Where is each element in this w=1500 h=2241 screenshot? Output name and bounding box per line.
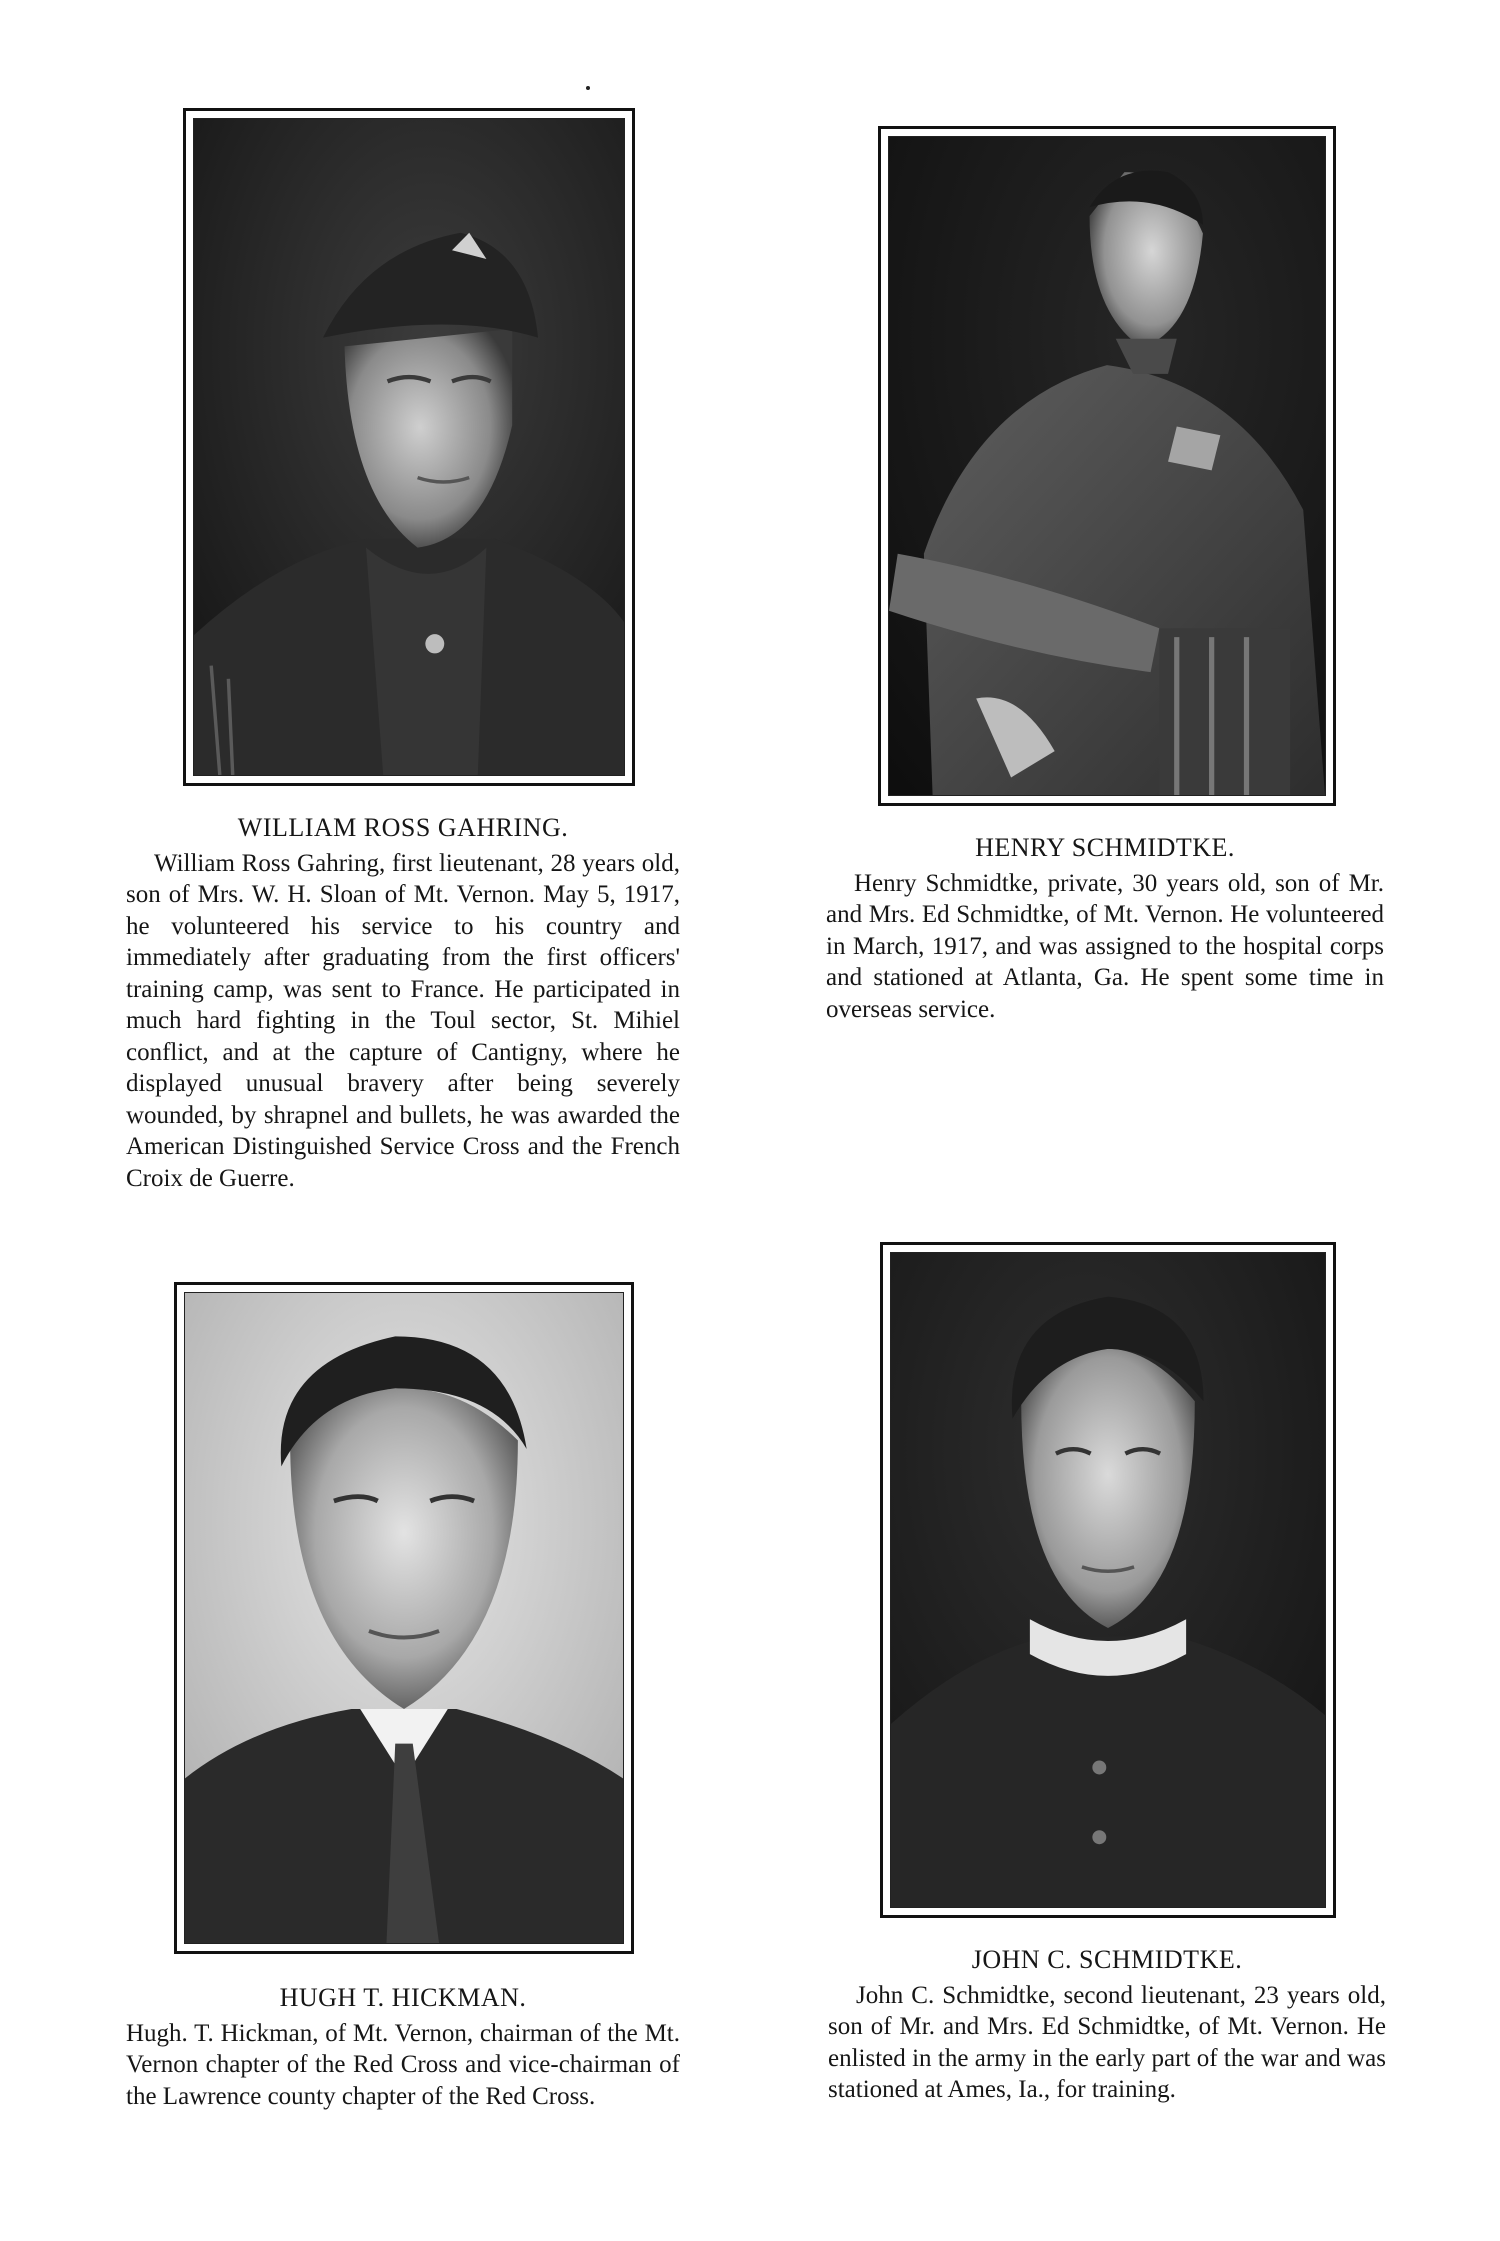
- print-speck: [586, 86, 590, 90]
- portrait-frame-gahring: [183, 108, 635, 786]
- portrait-photo-hickman: [185, 1293, 623, 1943]
- portrait-photo-gahring: [194, 119, 624, 775]
- portrait-frame-henry-schmidtke: [878, 126, 1336, 806]
- bio-block-hickman: [126, 1982, 680, 2112]
- bio-text: John C. Schmidtke, second lieutenant, 23 years old, son of Mr. and Mrs. Ed Schmidtke, of Mt. Vernon. He enlisted in the army in the early part of the war and was stationed at Ames, Ia., for training.: [828, 1981, 1386, 2103]
- bio-name: JOHN C. SCHMIDTKE.: [971, 1945, 1243, 1974]
- bio-block-henry-schmidtke: [826, 832, 1384, 1025]
- bio-block-john-schmidtke: [828, 1944, 1386, 2106]
- bio-text: William Ross Gahring, first lieutenant, 28 years old, son of Mrs. W. H. Sloan of Mt. Vernon. May 5, 1917, he volunteered his service to his country and immediately after graduating from the first officers' training camp, was sent to France. He participated in much hard fighting in the Toul sector, St. Mihiel conflict, and at the capture of Cantigny, where he displayed unusual bravery after being severely wounded, by shrapnel and bullets, he was awarded the American Distinguished Service Cross and the French Croix de Guerre.: [126, 849, 680, 1192]
- portrait-frame-hickman: [174, 1282, 634, 1954]
- portrait-photo-john-schmidtke: [891, 1253, 1325, 1907]
- portrait-photo-henry-schmidtke: [889, 137, 1325, 795]
- bio-text: Henry Schmidtke, private, 30 years old, son of Mr. and Mrs. Ed Schmidtke, of Mt. Vernon. He volunteered in March, 1917, and was assigned to the hospital corps and stationed at Atlanta, Ga. He spent some time in overseas service.: [826, 869, 1384, 1023]
- bio-block-gahring: [126, 812, 680, 1194]
- portrait-frame-john-schmidtke: [880, 1242, 1336, 1918]
- bio-text: Hugh. T. Hickman, of Mt. Vernon, chairman of the Mt. Vernon chapter of the Red Cross and vice-chairman of the Lawrence county chapter of the Red Cross.: [126, 2019, 680, 2110]
- bio-name: HUGH T. HICKMAN.: [279, 1983, 527, 2012]
- bio-name: HENRY SCHMIDTKE.: [975, 833, 1235, 862]
- bio-name: WILLIAM ROSS GAHRING.: [237, 813, 569, 842]
